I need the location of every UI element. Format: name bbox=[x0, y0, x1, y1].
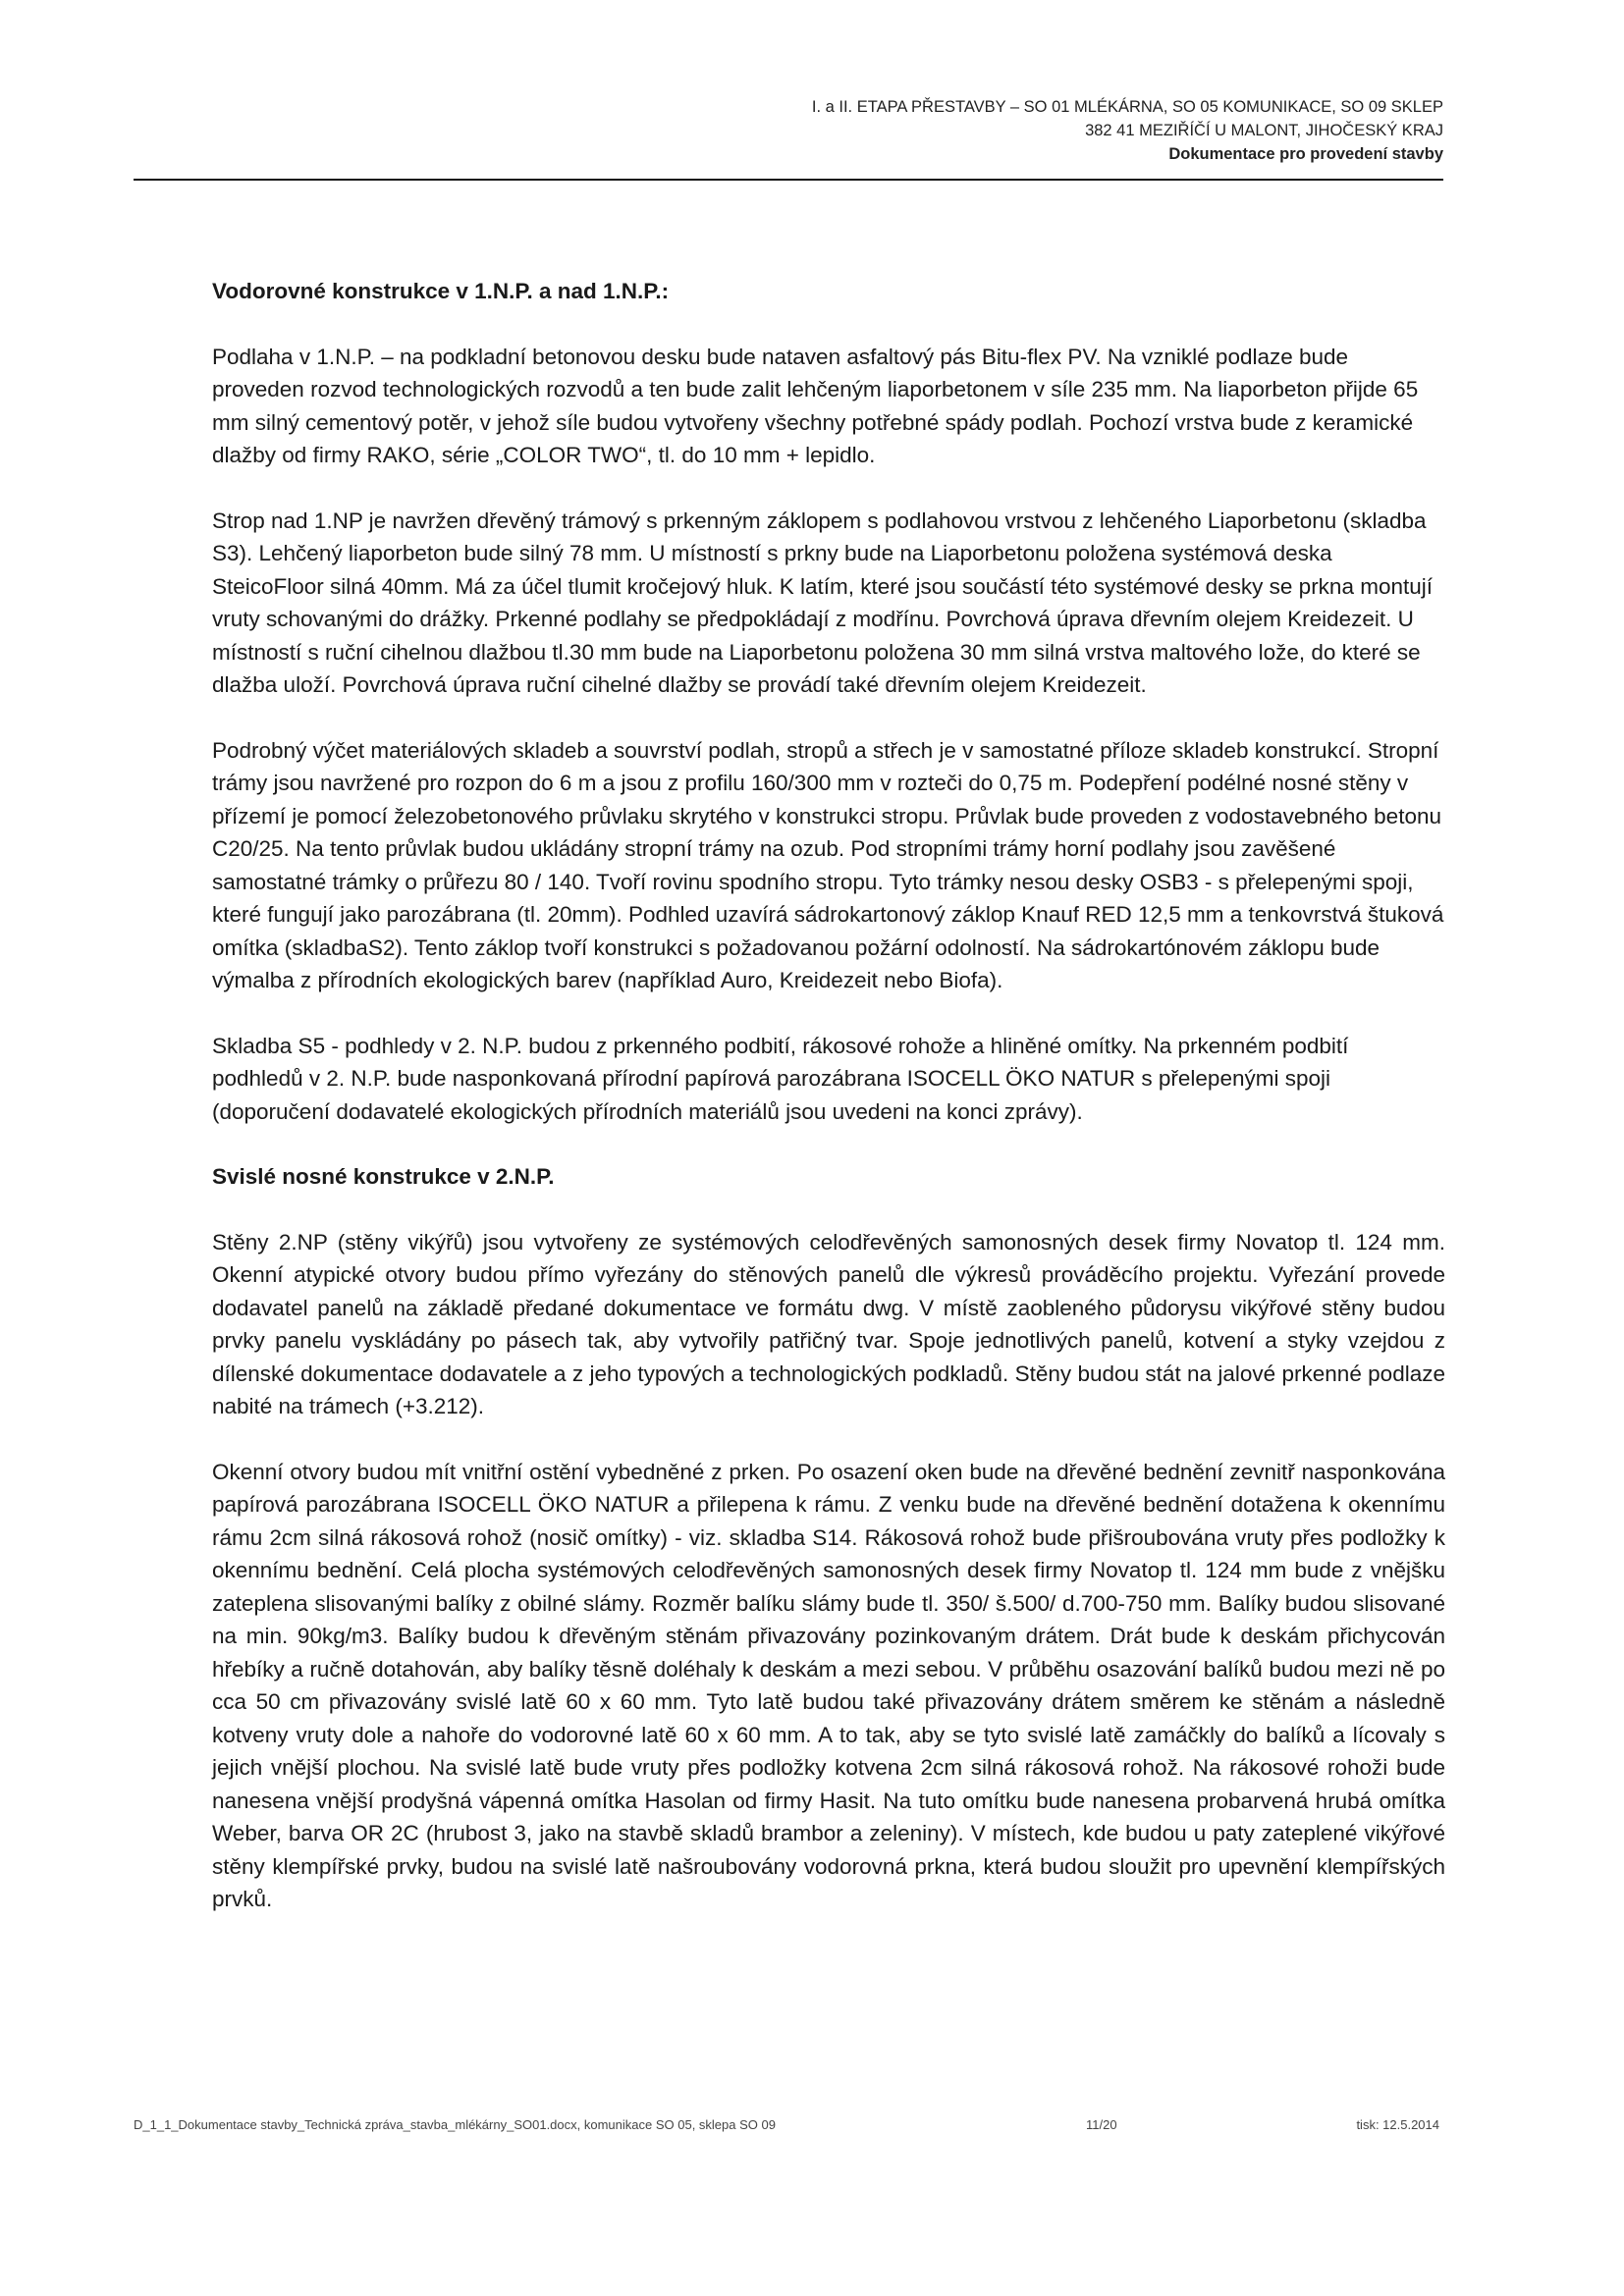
paragraph-floor-1np: Podlaha v 1.N.P. – na podkladní betonovou desku bude nataven asfaltový pás Bitu-flex PV. Na vzniklé podlaze bude proveden rozvod technologických rozvodů a ten bude zalit lehčeným liaporbetonem v síle 235 mm. Na liaporbeton přijde 65 mm silný cementový potěr, v jehož síle budou vytvořeny všechny potřebné spády podlah. Pochozí vrstva bude z keramické dlažby od firmy RAKO, série „COLOR TWO“, tl. do 10 mm + lepidlo. bbox=[212, 344, 1419, 467]
section-heading-vertical: Svislé nosné konstrukce v 2.N.P. bbox=[212, 1164, 555, 1189]
paragraph-window-openings: Okenní otvory budou mít vnitřní ostění vybedněné z prken. Po osazení oken bude na dřevěné bednění zevnitř nasponkována papírová parozábrana ISOCELL ÖKO NATUR a přilepena k rámu. Z venku bude na dřevěné bednění dotažena k okennímu rámu 2cm silná rákosová rohož (nosič omítky) - viz. skladba S14. Rákosová rohož bude přišroubována vruty přes podložky k okennímu bednění. Celá plocha systémových celodřevěných samonosných desek firmy Novatop tl. 124 mm bude z vnějšku zateplena slisovanými balíky z obilné slámy. Rozměr balíku slámy bude tl. 350/ š.500/ d.700-750 mm. Balíky budou slisované na min. 90kg/m3. Balíky budou k dřevěným stěnám přivazovány pozinkovaným drátem. Drát bude k deskám přichycován hřebíky a ručně dotahován, aby balíky těsně doléhaly k deskám a mezi sebou. V průběhu osazování balíků budou mezi ně po cca 50 cm přivazovány svislé latě 60 x 60 mm. Tyto latě budou také přivazovány drátem směrem ke stěnám a následně kotveny vruty dole a nahoře do vodorovné latě 60 x 60 mm. A to tak, aby se tyto svislé latě zamáčkly do balíků a lícovaly s jejich vnější plochou. Na svislé latě bude vruty přes podložky kotvena 2cm silná rákosová rohož. Na rákosové rohoži bude nanesena vnější prodyšná vápenná omítka Hasolan od firmy Hasit. Na tuto omítku bude nanesena probarvená hrubá omítka Weber, barva OR 2C (hrubost 3, jako na stavbě skladů brambor a zeleniny). V místech, kde budou u paty zateplené vikýřové stěny klempířské prvky, budou na svislé latě našroubovány vodorovná prkna, která budou sloužit pro upevnění klempířských prvků. bbox=[212, 1459, 1445, 1911]
footer-page-number: 11/20 bbox=[1086, 2117, 1117, 2132]
paragraph-s5-soffit: Skladba S5 - podhledy v 2. N.P. budou z prkenného podbití, rákosové rohože a hliněné omítky. Na prkenném podbití podhledů v 2. N.P. bude nasponkovaná přírodní papírová parozábrana ISOCELL ÖKO NATUR s přelepenými spoji (doporučení dodavatelé ekologických přírodních materiálů jsou uvedeni na konci zprávy). bbox=[212, 1033, 1349, 1124]
paragraph-ceiling-1np: Strop nad 1.NP je navržen dřevěný trámový s prkenným záklopem s podlahovou vrstvou z lehčeného Liaporbetonu (skladba S3). Lehčený liaporbeton bude silný 78 mm. U místností s prkny bude na Liaporbetonu položena systémová deska SteicoFloor silná 40mm. Má za účel tlumit kročejový hluk. K latím, které jsou součástí této systémové desky se prkna montují vruty schovanými do drážky. Prkenné podlahy se předpokládají z modřínu. Povrchová úprava dřevním olejem Kreidezeit. U místností s ruční cihelnou dlažbou tl.30 mm bude na Liaporbetonu položena 30 mm silná vrstva maltového lože, do které se dlažba uloží. Povrchová úprava ruční cihelné dlažby se provádí také dřevním olejem Kreidezeit. bbox=[212, 507, 1433, 697]
header-doc-type: Dokumentace pro provedení stavby bbox=[1168, 145, 1443, 163]
header-divider bbox=[134, 179, 1443, 181]
section-heading-horizontal: Vodorovné konstrukce v 1.N.P. a nad 1.N.P.: bbox=[212, 279, 670, 303]
document-body bbox=[212, 275, 1445, 1949]
header-address: 382 41 MEZIŘÍČÍ U MALONT, JIHOČESKÝ KRAJ bbox=[1085, 122, 1443, 139]
footer-filename: D_1_1_Dokumentace stavby_Technická zpráva_stavba_mlékárny_SO01.docx, komunikace SO 05, sklepa SO 09 bbox=[134, 2117, 776, 2132]
paragraph-material-layers: Podrobný výčet materiálových skladeb a souvrství podlah, stropů a střech je v samostatné příloze skladeb konstrukcí. Stropní trámy jsou navržené pro rozpon do 6 m a jsou z profilu 160/300 mm v rozteči do 0,75 m. Podepření podélné nosné stěny v přízemí je pomocí železobetonového průvlaku skrytého v konstrukci stropu. Průvlak bude proveden z vodostavebného betonu C20/25. Na tento průvlak budou ukládány stropní trámy na ozub. Pod stropními trámy horní podlahy jsou zavěšené samostatné trámky o průřezu 80 / 140. Tvoří rovinu spodního stropu. Tyto trámky nesou desky OSB3 - s přelepenými spoji, které fungují jako parozábrana (tl. 20mm). Podhled uzavírá sádrokartonový záklop Knauf RED 12,5 mm a tenkovrstvá štuková omítka (skladbaS2). Tento záklop tvoří konstrukci s požadovanou požární odolností. Na sádrokartónovém záklopu bude výmalba z přírodních ekologických barev (například Auro, Kreidezeit nebo Biofa). bbox=[212, 737, 1444, 992]
header-project-title: I. a II. ETAPA PŘESTAVBY – SO 01 MLÉKÁRNA, SO 05 KOMUNIKACE, SO 09 SKLEP bbox=[811, 98, 1443, 116]
paragraph-walls-2np: Stěny 2.NP (stěny vikýřů) jsou vytvořeny ze systémových celodřevěných samonosných desek firmy Novatop tl. 124 mm. Okenní atypické otvory budou přímo vyřezány do stěnových panelů dle výkresů prováděcího projektu. Vyřezání provede dodavatel panelů na základě předané dokumentace ve formátu dwg. V místě zaobleného půdorysu vikýřové stěny budou prvky panelu vyskládány po pásech tak, aby vytvořily patřičný tvar. Spoje jednotlivých panelů, kotvení a styky vzejdou z dílenské dokumentace dodavatele a z jeho typových a technologických podkladů. Stěny budou stát na jalové prkenné podlaze nabité na trámech (+3.212). bbox=[212, 1229, 1445, 1418]
footer-print-date: tisk: 12.5.2014 bbox=[1356, 2117, 1439, 2132]
document-header bbox=[461, 95, 1443, 166]
